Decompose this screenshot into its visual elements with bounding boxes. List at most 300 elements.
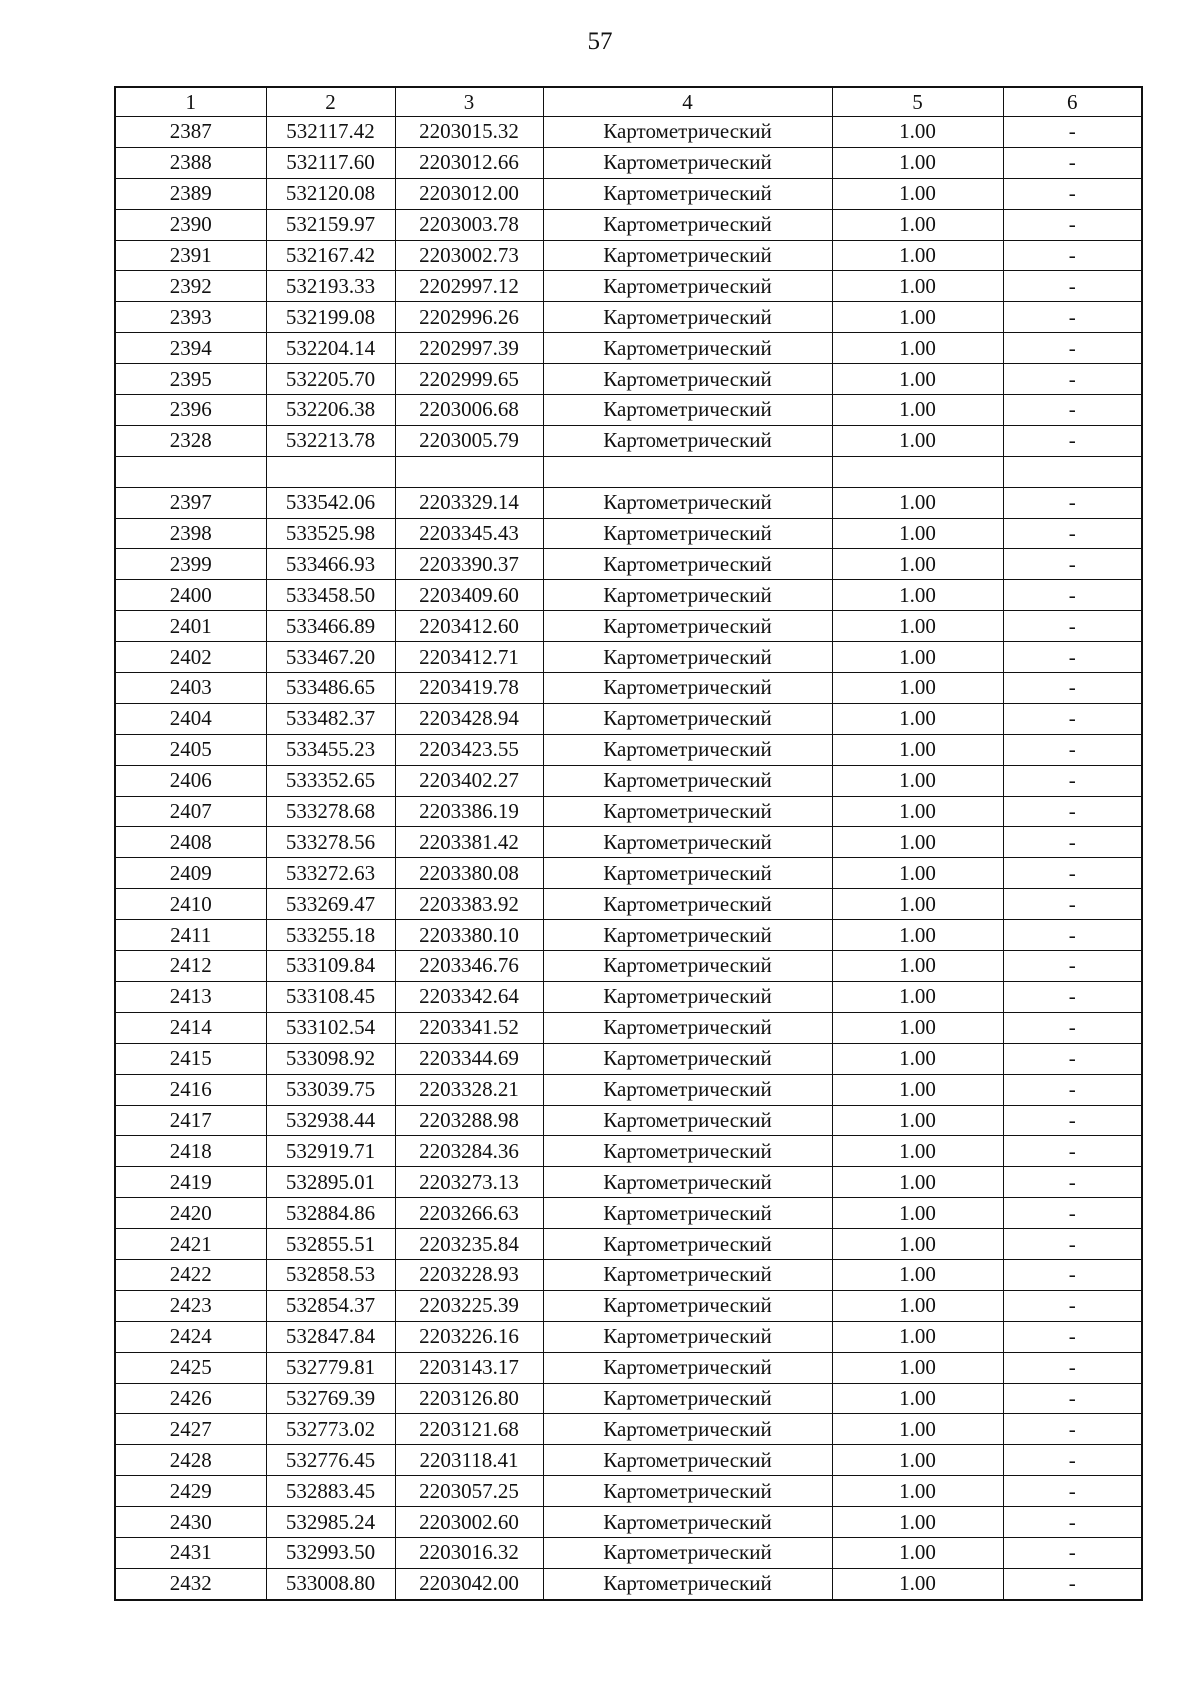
table-cell: 533525.98 [266,518,395,549]
table-cell: 2423 [115,1290,266,1321]
table-row [115,1105,1142,1136]
table-cell: 2203419.78 [395,673,543,704]
table-cell: 1.00 [832,425,1003,456]
table-cell: 532159.97 [266,209,395,240]
table-cell: 2202999.65 [395,364,543,395]
table-row [115,456,1142,487]
table-cell: Картометрический [543,703,832,734]
table-cell: Картометрический [543,1229,832,1260]
table-cell: 2203012.66 [395,147,543,178]
table-row [115,611,1142,642]
table-cell: Картометрический [543,1290,832,1321]
table-cell: 2399 [115,549,266,580]
table-cell: 2426 [115,1383,266,1414]
header-cell: 3 [395,87,543,117]
table-cell: 1.00 [832,1043,1003,1074]
table-cell: - [1003,487,1142,518]
table-row [115,1136,1142,1167]
table-cell: 2203273.13 [395,1167,543,1198]
table-cell: 532919.71 [266,1136,395,1167]
table-cell: 2203143.17 [395,1352,543,1383]
table-cell: 532120.08 [266,178,395,209]
table-cell: Картометрический [543,858,832,889]
table-cell: 1.00 [832,147,1003,178]
table-row [115,487,1142,518]
table-cell: - [1003,1105,1142,1136]
table-cell: Картометрический [543,1136,832,1167]
table-cell: 2202997.12 [395,271,543,302]
table-cell [115,456,266,487]
table-cell: Картометрический [543,734,832,765]
table-cell: 2419 [115,1167,266,1198]
table-cell: Картометрический [543,1352,832,1383]
table-cell: Картометрический [543,209,832,240]
table-row [115,981,1142,1012]
table-cell: 2408 [115,827,266,858]
table-cell: 2203329.14 [395,487,543,518]
table-row [115,333,1142,364]
table-row [115,395,1142,426]
table-cell: 1.00 [832,1321,1003,1352]
table-cell: Картометрический [543,765,832,796]
table-cell: 2203381.42 [395,827,543,858]
table-cell: 1.00 [832,951,1003,982]
header-cell: 5 [832,87,1003,117]
table-row [115,178,1142,209]
header-cell: 4 [543,87,832,117]
table-cell: 533039.75 [266,1074,395,1105]
table-cell: 533467.20 [266,642,395,673]
table-cell: 2203412.71 [395,642,543,673]
table-cell: - [1003,1383,1142,1414]
table-cell: - [1003,1290,1142,1321]
table-cell: 2428 [115,1445,266,1476]
table-cell: 1.00 [832,240,1003,271]
header-cell: 1 [115,87,266,117]
table-row [115,302,1142,333]
table-cell: Картометрический [543,827,832,858]
table-row [115,734,1142,765]
table-cell: Картометрический [543,1476,832,1507]
table-cell: - [1003,395,1142,426]
table-cell: - [1003,734,1142,765]
table-cell: Картометрический [543,117,832,148]
table-cell: 532779.81 [266,1352,395,1383]
table-cell: - [1003,333,1142,364]
table-cell: 1.00 [832,765,1003,796]
table-cell: - [1003,1507,1142,1538]
table-cell: Картометрический [543,1537,832,1568]
table-cell: 2203235.84 [395,1229,543,1260]
table-cell: 1.00 [832,302,1003,333]
table-cell: 2392 [115,271,266,302]
table-cell: 2203042.00 [395,1568,543,1599]
table-row [115,1198,1142,1229]
table-cell: 2387 [115,117,266,148]
table-cell: 2203402.27 [395,765,543,796]
table-cell: 2416 [115,1074,266,1105]
table-cell: 2388 [115,147,266,178]
table-row [115,1537,1142,1568]
table-cell: 533542.06 [266,487,395,518]
table-cell: 2203380.08 [395,858,543,889]
table-row [115,117,1142,148]
table-cell: 1.00 [832,703,1003,734]
table-cell: - [1003,1445,1142,1476]
table-row [115,1507,1142,1538]
table-cell: - [1003,796,1142,827]
table-cell: 2203005.79 [395,425,543,456]
table-cell: 1.00 [832,734,1003,765]
table-cell: 1.00 [832,518,1003,549]
table-cell: 1.00 [832,1507,1003,1538]
table-cell: Картометрический [543,920,832,951]
table-cell: 1.00 [832,796,1003,827]
table-cell: - [1003,1043,1142,1074]
table-cell: 2203284.36 [395,1136,543,1167]
table-cell: Картометрический [543,1568,832,1599]
table-cell: 1.00 [832,333,1003,364]
table-cell: 1.00 [832,827,1003,858]
table-cell: 533008.80 [266,1568,395,1599]
table-cell: Картометрический [543,1198,832,1229]
table-row [115,1043,1142,1074]
table-cell: 2203409.60 [395,580,543,611]
table-row [115,703,1142,734]
table-cell: 533458.50 [266,580,395,611]
table-cell: - [1003,271,1142,302]
table-cell: 532985.24 [266,1507,395,1538]
table-cell: Картометрический [543,302,832,333]
table-cell: 1.00 [832,1012,1003,1043]
table-cell: 2202996.26 [395,302,543,333]
table-cell: 532193.33 [266,271,395,302]
table-row [115,1012,1142,1043]
table-cell: 533466.89 [266,611,395,642]
table-row [115,951,1142,982]
table-cell: 2410 [115,889,266,920]
table-cell: 2203328.21 [395,1074,543,1105]
table-cell: 2395 [115,364,266,395]
table-cell: 2203228.93 [395,1259,543,1290]
table-row [115,1229,1142,1260]
table-cell: 2411 [115,920,266,951]
table-cell: Картометрический [543,611,832,642]
table-cell: 2203288.98 [395,1105,543,1136]
table-row [115,827,1142,858]
table-row [115,1414,1142,1445]
table-cell: 2427 [115,1414,266,1445]
table-cell [543,456,832,487]
table-cell: 2203380.10 [395,920,543,951]
table-cell: 2431 [115,1537,266,1568]
table-row [115,796,1142,827]
table-cell: 532204.14 [266,333,395,364]
table-cell: 2203002.73 [395,240,543,271]
table-cell: - [1003,1352,1142,1383]
table-cell: 2402 [115,642,266,673]
table-cell: 2420 [115,1198,266,1229]
table-cell: 2203386.19 [395,796,543,827]
table-cell: 2203344.69 [395,1043,543,1074]
table-row [115,1321,1142,1352]
table-cell: 2421 [115,1229,266,1260]
table-cell: 1.00 [832,1259,1003,1290]
table-cell: 1.00 [832,1414,1003,1445]
table-cell: 1.00 [832,549,1003,580]
table-cell: 532117.60 [266,147,395,178]
table-cell: - [1003,981,1142,1012]
table-cell: 532769.39 [266,1383,395,1414]
table-cell [266,456,395,487]
table-cell: - [1003,642,1142,673]
table-cell: 1.00 [832,271,1003,302]
table-cell: 532167.42 [266,240,395,271]
table-cell: 533102.54 [266,1012,395,1043]
table-cell: 1.00 [832,673,1003,704]
table-row [115,1290,1142,1321]
table-cell: 532776.45 [266,1445,395,1476]
table-cell: - [1003,611,1142,642]
table-cell: 1.00 [832,209,1003,240]
table-cell: 2203012.00 [395,178,543,209]
table-cell: 2429 [115,1476,266,1507]
table-cell: Картометрический [543,1012,832,1043]
table-cell: - [1003,1537,1142,1568]
coordinates-table [114,86,1143,1601]
table-cell: Картометрический [543,889,832,920]
table-row [115,518,1142,549]
table-cell: 532847.84 [266,1321,395,1352]
table-cell: - [1003,889,1142,920]
table-cell: 2406 [115,765,266,796]
table-cell: 2394 [115,333,266,364]
table-cell: - [1003,1136,1142,1167]
table-cell: Картометрический [543,1105,832,1136]
page-number: 57 [587,28,613,55]
table-cell: Картометрический [543,1321,832,1352]
table-cell [1003,456,1142,487]
table-cell: 532895.01 [266,1167,395,1198]
table-cell: 2409 [115,858,266,889]
table-cell: 533278.56 [266,827,395,858]
table-cell: 2407 [115,796,266,827]
table-cell: - [1003,1568,1142,1599]
table-cell: 2413 [115,981,266,1012]
table-cell: 2418 [115,1136,266,1167]
table-cell: 2203057.25 [395,1476,543,1507]
table-cell: 533486.65 [266,673,395,704]
table-cell: Картометрический [543,1259,832,1290]
table-cell: 1.00 [832,580,1003,611]
table-cell: 2400 [115,580,266,611]
table-row [115,1476,1142,1507]
table-cell: 533098.92 [266,1043,395,1074]
table-cell: 2203428.94 [395,703,543,734]
table-row [115,240,1142,271]
table-cell: 1.00 [832,395,1003,426]
table-row [115,673,1142,704]
table-row [115,889,1142,920]
table-cell: 1.00 [832,1445,1003,1476]
table-cell: - [1003,302,1142,333]
table-cell: 2203383.92 [395,889,543,920]
table-cell: Картометрический [543,240,832,271]
table-cell: 1.00 [832,981,1003,1012]
table-cell: 2203412.60 [395,611,543,642]
table-cell: 1.00 [832,1568,1003,1599]
table-cell: Картометрический [543,1507,832,1538]
table-cell: 1.00 [832,1198,1003,1229]
table-cell: 2391 [115,240,266,271]
table-row [115,920,1142,951]
table-cell: 2203226.16 [395,1321,543,1352]
table-header-row [115,87,1142,117]
table-cell: 532993.50 [266,1537,395,1568]
table-cell: 1.00 [832,117,1003,148]
table-cell: 1.00 [832,1105,1003,1136]
table-cell: Картометрический [543,487,832,518]
table-cell: 2203390.37 [395,549,543,580]
table-row [115,642,1142,673]
table-row [115,1445,1142,1476]
table-row [115,1074,1142,1105]
table-cell: 532773.02 [266,1414,395,1445]
table-row [115,271,1142,302]
table-row [115,209,1142,240]
table-cell: 2203015.32 [395,117,543,148]
table-cell: 1.00 [832,1167,1003,1198]
table-cell: 2203225.39 [395,1290,543,1321]
table-cell: Картометрический [543,642,832,673]
table-cell: Картометрический [543,1043,832,1074]
table-cell: - [1003,951,1142,982]
table-cell: Картометрический [543,425,832,456]
table-cell: Картометрический [543,1074,832,1105]
table-cell: - [1003,1229,1142,1260]
table-cell: - [1003,178,1142,209]
table-row [115,1352,1142,1383]
table-cell: Картометрический [543,981,832,1012]
table-cell: 2405 [115,734,266,765]
table-cell: - [1003,920,1142,951]
table-cell: 1.00 [832,487,1003,518]
table-cell: 2328 [115,425,266,456]
table-cell: - [1003,703,1142,734]
table-cell: 2390 [115,209,266,240]
table-cell: Картометрический [543,178,832,209]
table-cell: - [1003,1476,1142,1507]
table-row [115,1259,1142,1290]
table-cell: 2424 [115,1321,266,1352]
table-cell: 533455.23 [266,734,395,765]
table-cell: 2203423.55 [395,734,543,765]
table-cell: 2404 [115,703,266,734]
table-cell [395,456,543,487]
table-cell: Картометрический [543,1383,832,1414]
table-cell: 533352.65 [266,765,395,796]
table-cell [832,456,1003,487]
table-cell: 1.00 [832,1383,1003,1414]
table-cell: 533108.45 [266,981,395,1012]
table-cell: 2396 [115,395,266,426]
table-row [115,549,1142,580]
table-cell: 1.00 [832,1476,1003,1507]
table-cell: Картометрический [543,951,832,982]
table-cell: 2417 [115,1105,266,1136]
table-row [115,1568,1142,1599]
table-cell: Картометрический [543,147,832,178]
table-cell: 1.00 [832,889,1003,920]
table-cell: 2398 [115,518,266,549]
table-cell: - [1003,1074,1142,1105]
table-cell: - [1003,209,1142,240]
table-cell: 1.00 [832,920,1003,951]
table-cell: Картометрический [543,1414,832,1445]
table-cell: 2203346.76 [395,951,543,982]
table-cell: 533466.93 [266,549,395,580]
table-cell: 1.00 [832,364,1003,395]
table-cell: Картометрический [543,518,832,549]
table-cell: 532855.51 [266,1229,395,1260]
table-cell: 533272.63 [266,858,395,889]
table-cell: - [1003,858,1142,889]
table-cell: 2203118.41 [395,1445,543,1476]
table-cell: 1.00 [832,178,1003,209]
table-cell: 533278.68 [266,796,395,827]
table-cell: 532938.44 [266,1105,395,1136]
table-cell: Картометрический [543,1167,832,1198]
table-cell: 2203121.68 [395,1414,543,1445]
table-cell: - [1003,1259,1142,1290]
table-cell: - [1003,765,1142,796]
table-cell: 2203006.68 [395,395,543,426]
header-cell: 2 [266,87,395,117]
table-cell: - [1003,425,1142,456]
table-cell: 2203126.80 [395,1383,543,1414]
table-cell: 2430 [115,1507,266,1538]
table-cell: 1.00 [832,1074,1003,1105]
table-cell: - [1003,673,1142,704]
table-cell: 532205.70 [266,364,395,395]
table-cell: - [1003,364,1142,395]
table-cell: 532883.45 [266,1476,395,1507]
table-cell: 532199.08 [266,302,395,333]
table-cell: 2203345.43 [395,518,543,549]
table-cell: 2203342.64 [395,981,543,1012]
table-cell: - [1003,1414,1142,1445]
table-row [115,1167,1142,1198]
table-cell: 2425 [115,1352,266,1383]
table-cell: Картометрический [543,271,832,302]
table-cell: 533255.18 [266,920,395,951]
table-cell: Картометрический [543,580,832,611]
table-cell: Картометрический [543,673,832,704]
table-cell: 1.00 [832,1290,1003,1321]
table-cell: 2203266.63 [395,1198,543,1229]
table-cell: 532213.78 [266,425,395,456]
table-cell: - [1003,1321,1142,1352]
table-cell: 2414 [115,1012,266,1043]
table-cell: 1.00 [832,642,1003,673]
table-cell: 2432 [115,1568,266,1599]
table-cell: - [1003,117,1142,148]
table-cell: - [1003,580,1142,611]
table-cell: 532854.37 [266,1290,395,1321]
table-cell: - [1003,549,1142,580]
table-row [115,364,1142,395]
table-cell: 2202997.39 [395,333,543,364]
